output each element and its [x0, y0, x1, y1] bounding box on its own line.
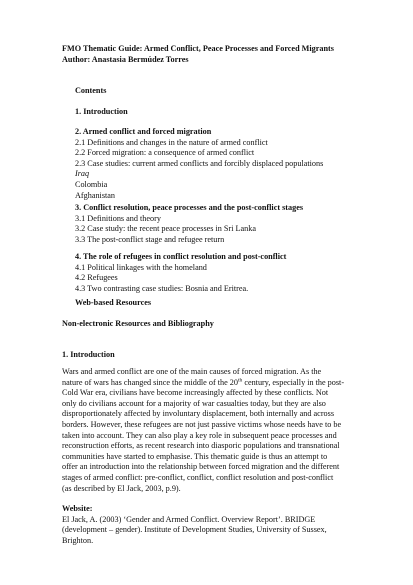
document-title: FMO Thematic Guide: Armed Conflict, Peace Processes and Forced Migrants	[62, 44, 334, 53]
paragraph-line: offer an introduction into the relationship between forced migration and the different	[62, 462, 340, 472]
paragraph-line: disproportionately affected by involuntary displacement, both internally and across	[62, 409, 335, 419]
paragraph-line: reconstruction efforts, as recent research into diasporic populations and transnational	[62, 441, 340, 451]
paragraph-line: Cold War era, civilians have become increasingly affected by these conflicts. Not	[62, 388, 329, 398]
contents-section-2	[62, 127, 362, 201]
paragraph-line: communities have started to emphasise. This thematic guide is thus an attempt to	[62, 451, 328, 461]
paragraph-line: Wars and armed conflict are one of the main causes of forced migration. As the	[62, 367, 322, 376]
section-2-item: 2.1 Definitions and changes in the nature of armed conflict	[75, 137, 268, 147]
contents-web-resources: Web-based Resources	[75, 298, 152, 307]
section-4-item: 4.2 Refugees	[75, 273, 118, 283]
document-author: Author: Anastasia Bermúdez Torres	[62, 54, 189, 64]
paragraph-line: taken into account. They can also play a key role in subsequent peace processes and	[62, 430, 337, 440]
section-2-item: 2.3 Case studies: current armed conflicts and forcibly displaced populations	[75, 158, 324, 168]
section-3-item: 3.3 The post-conflict stage and refugee return	[75, 234, 225, 244]
contents-heading: Contents	[75, 86, 107, 95]
country-item: Afghanistan	[75, 190, 116, 200]
section-3-heading: 3. Conflict resolution, peace processes and the post-conflict stages	[75, 203, 304, 212]
website-section	[62, 504, 362, 546]
citation-line: (development – gender). Institute of Development Studies, University of Sussex,	[62, 525, 327, 535]
superscript: th	[237, 376, 243, 383]
paragraph-line: only do civilians account for a majority of war casualties today, but they are also	[62, 398, 326, 408]
section-4-item: 4.1 Political linkages with the homeland	[75, 262, 207, 272]
contents-bibliography: Non-electronic Resources and Bibliography	[62, 319, 214, 328]
section-4-item: 4.3 Two contrasting case studies: Bosnia and Eritrea.	[75, 283, 249, 293]
document-header	[62, 44, 362, 65]
citation-line: Brighton.	[62, 535, 94, 545]
intro-heading: 1. Introduction	[62, 350, 115, 359]
section-3-item: 3.1 Definitions and theory	[75, 213, 161, 223]
paragraph-line: stages of armed conflict: pre-conflict, conflict, conflict resolution and post-conflict	[62, 472, 334, 482]
country-item: Colombia	[75, 179, 108, 189]
paragraph-line: nature of wars has changed since the middle of the 20th century, especially in the post-	[62, 376, 345, 387]
section-2-item: 2.2 Forced migration: a consequence of armed conflict	[75, 148, 255, 158]
contents-intro: 1. Introduction	[75, 107, 128, 116]
website-heading: Website:	[62, 504, 93, 513]
citation-line: El Jack, A. (2003) ‘Gender and Armed Conflict. Overview Report’. BRIDGE	[62, 514, 316, 524]
section-3-item: 3.2 Case study: the recent peace processes in Sri Lanka	[75, 224, 256, 234]
section-2-heading: 2. Armed conflict and forced migration	[75, 127, 212, 136]
country-item: Iraq	[75, 169, 90, 179]
paragraph-line: borders. However, these refugees are not just passive victims whose needs have to be	[62, 419, 342, 429]
section-4-heading: 4. The role of refugees in conflict resolution and post-conflict	[75, 252, 287, 261]
intro-paragraph	[62, 367, 362, 494]
contents-section-3	[62, 203, 362, 245]
contents-section-4	[62, 252, 362, 294]
paragraph-line: (as described by El Jack, 2003, p.9).	[62, 483, 181, 493]
